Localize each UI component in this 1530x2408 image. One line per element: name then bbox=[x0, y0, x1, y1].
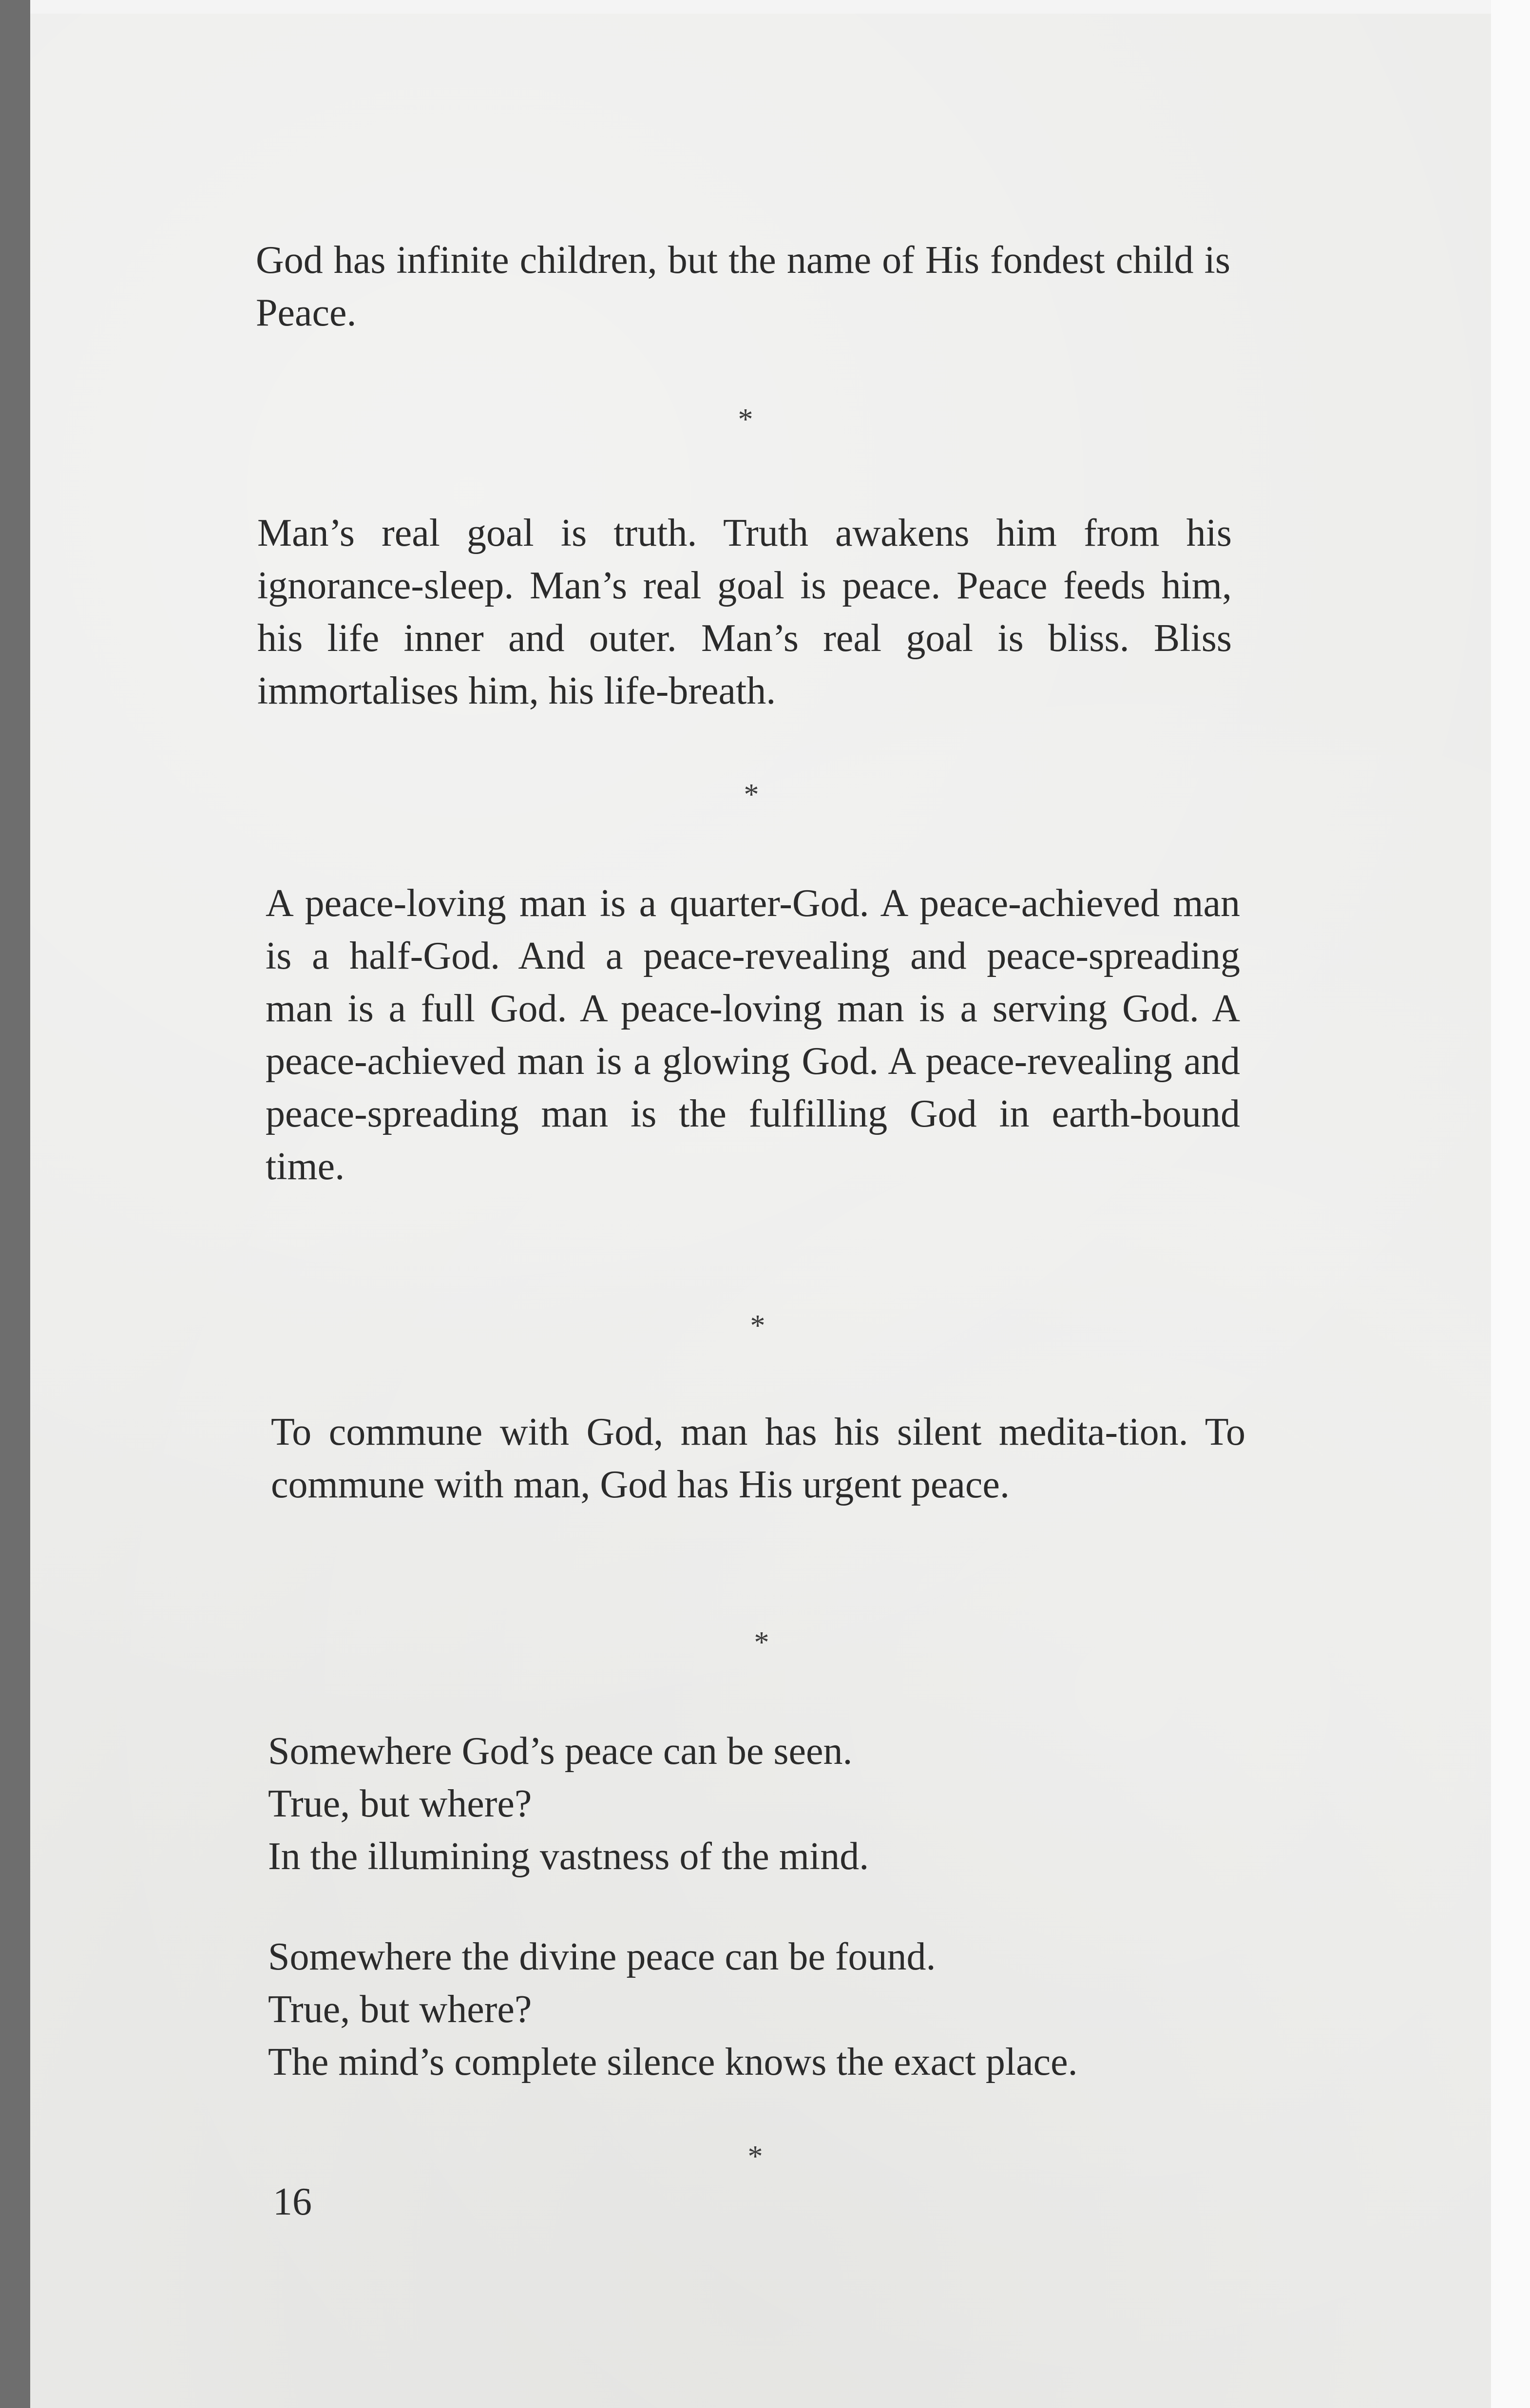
scan-edge-top bbox=[30, 0, 1492, 14]
page-number: 16 bbox=[273, 2180, 312, 2223]
poem-line: True, but where? bbox=[268, 1782, 532, 1825]
separator-2: * bbox=[744, 778, 759, 811]
poem-line: The mind’s complete silence knows the exact place. bbox=[268, 2041, 1078, 2083]
paragraph-2: Man’s real goal is truth. Truth awakens him from his ignorance-sleep. Man’s real goal is peace. Peace feeds him, his life inner and outer. Man’s real goal is bliss. Bliss immortalises him, his life-breath. bbox=[257, 512, 1232, 712]
separator-5: * bbox=[747, 2140, 763, 2173]
separator-3: * bbox=[750, 1309, 765, 1342]
separator-1: * bbox=[738, 403, 753, 436]
separator-4: * bbox=[754, 1626, 769, 1659]
poem-line: In the illumining vastness of the mind. bbox=[268, 1835, 869, 1878]
poem-line: True, but where? bbox=[268, 1988, 532, 2031]
paragraph-1: God has infinite children, but the name of His fondest child is Peace. bbox=[256, 239, 1230, 334]
poem-line: Somewhere God’s peace can be seen. bbox=[268, 1730, 853, 1773]
paragraph-3: A peace-loving man is a quarter-God. A peace-achieved man is a half-God. And a peace-revealing and peace-spreading man is a full God. A peace-loving man is a serving God. A peace-achieved man is a glowing God. A peace-revealing and peace-spreading man is the fulfilling God in earth-bound time. bbox=[266, 882, 1240, 1188]
poem-line: Somewhere the divine peace can be found. bbox=[268, 1935, 936, 1978]
paragraph-4: To commune with God, man has his silent medita-tion. To commune with man, God has His urgent peace. bbox=[271, 1411, 1245, 1506]
scan-edge-right bbox=[1491, 0, 1530, 2408]
